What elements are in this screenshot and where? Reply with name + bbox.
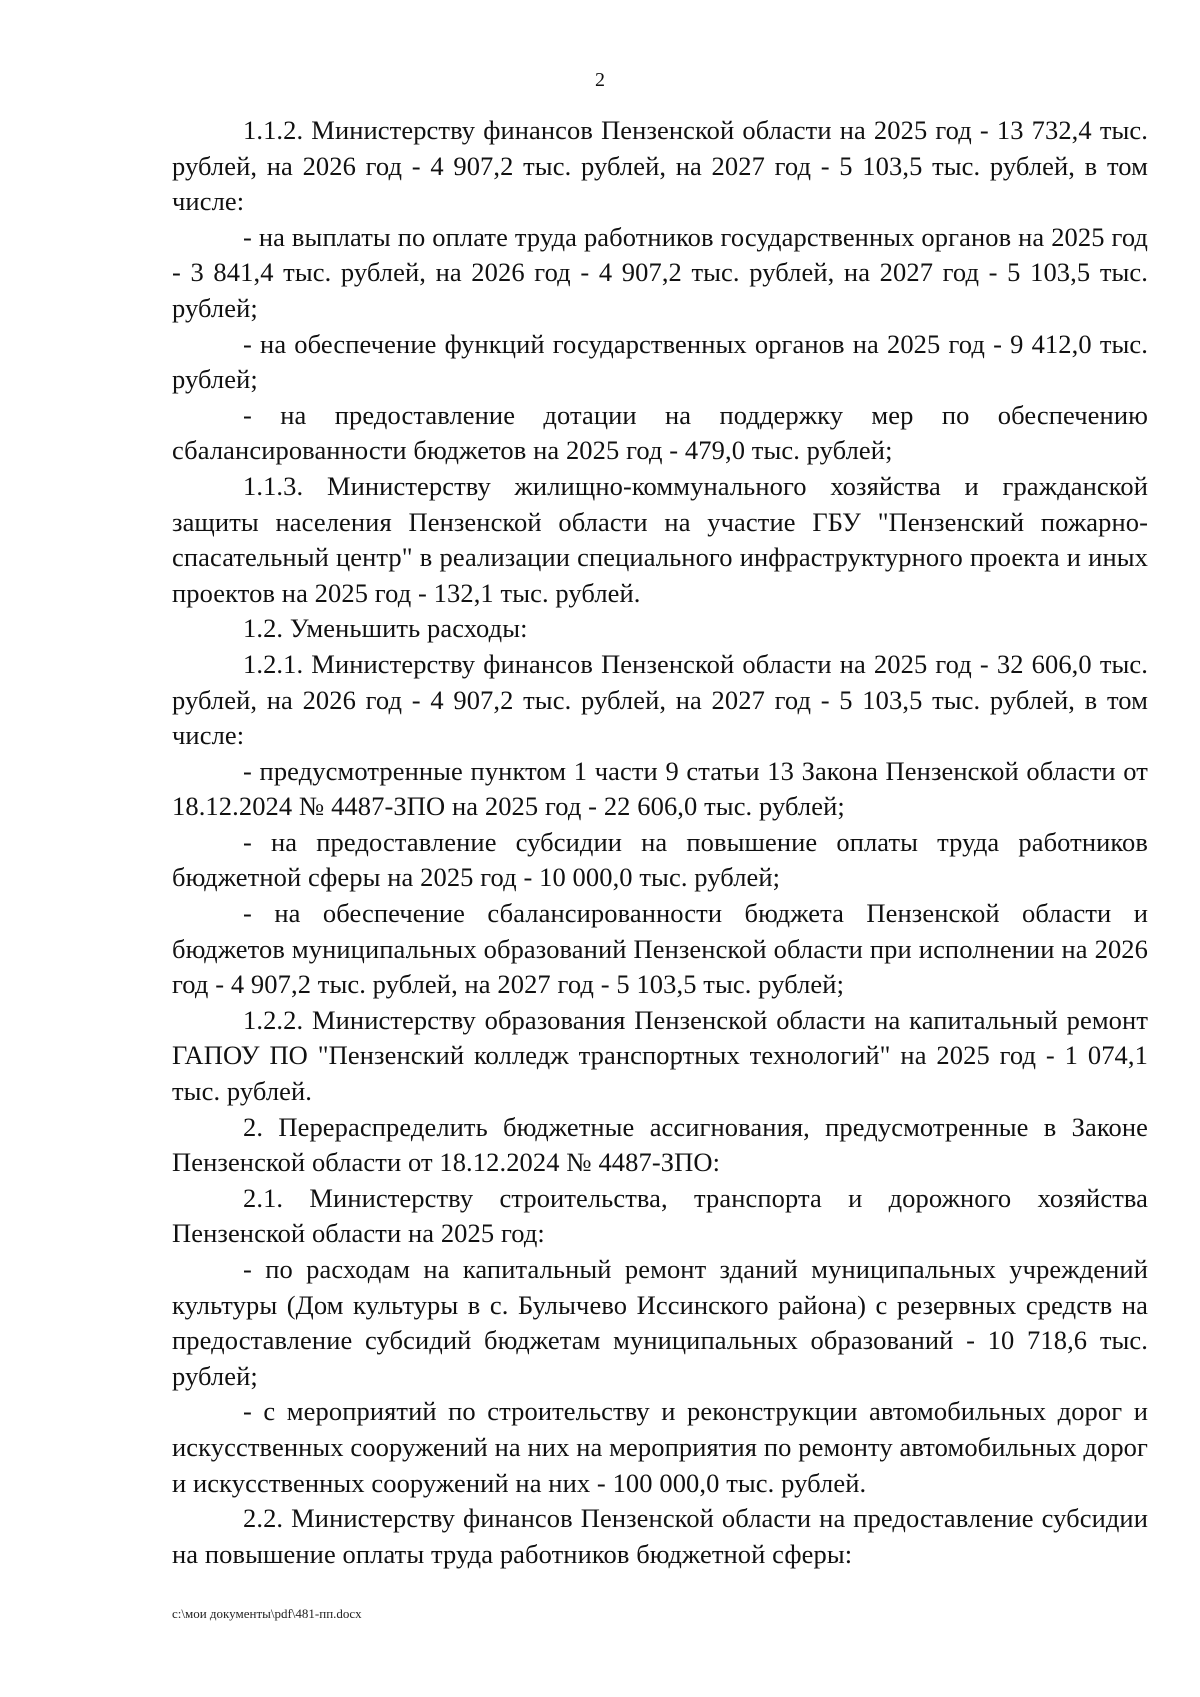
paragraph-1-1-3: 1.1.3. Министерству жилищно-коммунального хозяйства и гражданской защиты населения Пензенской области на участие ГБУ "Пензенский пожарно-спасательный центр" в реализации специального инфраструктурного проекта и иных проектов на 2025 год - 132,1 тыс. рублей.	[172, 470, 1148, 608]
paragraph-2-1: 2.1. Министерству строительства, транспорта и дорожного хозяйства Пензенской области на 2025 год:	[172, 1182, 1148, 1249]
footer-file-path: c:\мои документы\pdf\481-пп.docx	[172, 1606, 362, 1621]
paragraph-law-reference: - предусмотренные пунктом 1 части 9 статьи 13 Закона Пензенской области от 18.12.2024 № 4487-ЗПО на 2025 год - 22 606,0 тыс. рублей;	[172, 755, 1148, 822]
paragraph-culture-repair: - по расходам на капитальный ремонт зданий муниципальных учреждений культуры (Дом культуры в с. Булычево Иссинского района) с резервных средств на предоставление субсидий бюджетам муниципальных образований - 10 718,6 тыс. рублей;	[172, 1254, 1148, 1391]
paragraph-2: 2. Перераспределить бюджетные ассигнования, предусмотренные в Законе Пензенской области от 18.12.2024 № 4487-ЗПО:	[172, 1111, 1148, 1178]
paragraph-subsidy-balance: - на предоставление дотации на поддержку мер по обеспечению сбалансированности бюджетов на 2025 год - 479,0 тыс. рублей;	[172, 399, 1148, 466]
document-body	[172, 113, 1148, 1572]
paragraph-1-2-1: 1.2.1. Министерству финансов Пензенской области на 2025 год - 32 606,0 тыс. рублей, на 2026 год - 4 907,2 тыс. рублей, на 2027 год - 5 103,5 тыс. рублей, в том числе:	[172, 648, 1148, 751]
paragraph-1-2: 1.2. Уменьшить расходы:	[243, 613, 528, 644]
paragraph-labor-payments: - на выплаты по оплате труда работников государственных органов на 2025 год - 3 841,4 тыс. рублей, на 2026 год - 4 907,2 тыс. рублей, на 2027 год - 5 103,5 тыс. рублей;	[172, 221, 1148, 323]
paragraph-roads: - с мероприятий по строительству и реконструкции автомобильных дорог и искусственных сооружений на них на мероприятия по ремонту автомобильных дорог и искусственных сооружений на них - 100 000,0 тыс. рублей.	[172, 1396, 1148, 1498]
paragraph-state-functions: - на обеспечение функций государственных органов на 2025 год - 9 412,0 тыс. рублей;	[172, 328, 1148, 395]
page-number: 2	[595, 69, 605, 91]
paragraph-budget-balance: - на обеспечение сбалансированности бюджета Пензенской области и бюджетов муниципальных образований Пензенской области при исполнении на 2026 год - 4 907,2 тыс. рублей, на 2027 год - 5 103,5 тыс. рублей;	[172, 898, 1148, 1000]
paragraph-2-2: 2.2. Министерству финансов Пензенской области на предоставление субсидии на повышение оплаты труда работников бюджетной сферы:	[172, 1503, 1148, 1569]
paragraph-1-2-2: 1.2.2. Министерству образования Пензенской области на капитальный ремонт ГАПОУ ПО "Пензенский колледж транспортных технологий" на 2025 год - 1 074,1 тыс. рублей.	[172, 1004, 1148, 1107]
paragraph-budget-sphere-subsidy: - на предоставление субсидии на повышение оплаты труда работников бюджетной сферы на 2025 год - 10 000,0 тыс. рублей;	[172, 826, 1148, 893]
paragraph-1-1-2: 1.1.2. Министерству финансов Пензенской области на 2025 год - 13 732,4 тыс. рублей, на 2026 год - 4 907,2 тыс. рублей, на 2027 год - 5 103,5 тыс. рублей, в том числе:	[172, 115, 1148, 217]
